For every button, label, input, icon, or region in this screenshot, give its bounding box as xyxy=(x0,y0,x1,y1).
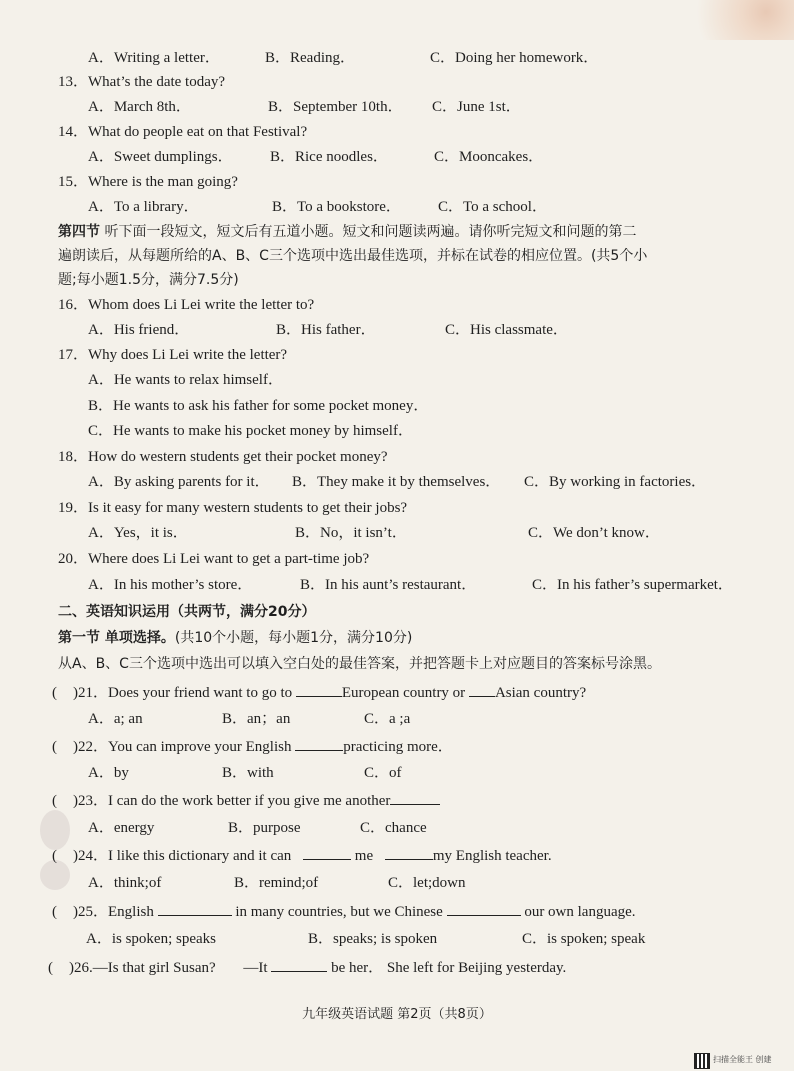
q18-question: 18．How do western students get their pocket money? xyxy=(58,449,388,465)
answer-paren: ( xyxy=(52,904,57,920)
q22-blank[interactable] xyxy=(295,736,343,751)
q21-text: )21．Does your friend want to go to xyxy=(73,685,293,701)
q23-blank[interactable] xyxy=(390,790,440,805)
q24-option-a: A．think;of xyxy=(88,875,162,891)
page-footer: 九年级英语试题 第2页（共8页） xyxy=(302,1007,492,1022)
q22-option-b: B．with xyxy=(222,765,274,781)
q21-option-a: A．a; an xyxy=(88,711,143,727)
q25-option-a: A．is spoken; speaks xyxy=(86,931,216,947)
answer-paren: ( xyxy=(52,848,57,864)
q23-option-b: B．purpose xyxy=(228,820,301,836)
q24-blank-2[interactable] xyxy=(385,845,433,860)
q25-option-b: B．speaks; is spoken xyxy=(308,931,438,947)
q24-text-mid: me xyxy=(354,848,374,864)
q22-option-a: A．by xyxy=(88,765,129,781)
scan-watermark: 扫描全能王 创建 xyxy=(713,1055,772,1064)
q18-option-c: C．By working in factories． xyxy=(524,474,707,490)
q15-question: 15．Where is the man going? xyxy=(58,174,238,190)
q24-option-b: B．remind;of xyxy=(234,875,319,891)
q21-blank-1[interactable] xyxy=(296,682,342,697)
qr-code-icon xyxy=(694,1053,710,1069)
q19-option-c: C．We don’t know． xyxy=(528,525,660,541)
answer-paren: ( xyxy=(52,793,57,809)
q24-blank-1[interactable] xyxy=(303,845,351,860)
q23-text: )23．I can do the work better if you give me another xyxy=(73,793,391,809)
q13-option-c: C．June 1st． xyxy=(432,99,521,115)
section1-title: 第一节 单项选择。 xyxy=(58,630,175,646)
q24-stem xyxy=(52,845,552,866)
q21-blank-2[interactable] xyxy=(469,682,495,697)
q16-option-b: B．His father． xyxy=(276,322,376,338)
q12-option-a: A．Writing a letter． xyxy=(88,50,220,66)
part2-title: 二、英语知识运用（共两节，满分20分） xyxy=(58,604,316,620)
q19-option-b: B．No，it isn’t． xyxy=(295,525,407,541)
q19-option-a: A．Yes，it is． xyxy=(88,525,188,541)
q17-option-b: B．He wants to ask his father for some pocket money． xyxy=(88,398,429,414)
q20-option-b: B．In his aunt’s restaurant． xyxy=(300,577,477,593)
section4-line1 xyxy=(58,222,636,242)
q26-stem xyxy=(48,957,566,978)
section4-title: 第四节 xyxy=(58,224,100,240)
q26-text: )26.—Is that girl Susan? xyxy=(69,960,216,976)
section4-text1: 听下面一段短文，短文后有五道小题。短文和问题读两遍。请你听完短文和问题的第二 xyxy=(104,224,637,240)
q21-text-end: Asian country? xyxy=(494,685,587,701)
part2-instruction: 从A、B、C三个选项中选出可以填入空白处的最佳答案，并把答题卡上对应题目的答案标号涂黑。 xyxy=(58,656,661,672)
q21-option-c: C．a ;a xyxy=(364,711,411,727)
q13-question: 13．What’s the date today? xyxy=(58,74,226,90)
q15-option-a: A．To a library． xyxy=(88,199,199,215)
q15-option-c: C．To a school． xyxy=(438,199,547,215)
q21-stem xyxy=(52,682,586,703)
q24-text: )24．I like this dictionary and it can xyxy=(73,848,292,864)
q20-question: 20．Where does Li Lei want to get a part-time job? xyxy=(58,551,370,567)
q22-option-c: C．of xyxy=(364,765,402,781)
q18-option-a: A．By asking parents for it． xyxy=(88,474,270,490)
answer-paren: ( xyxy=(48,960,53,976)
q24-option-c: C．let;down xyxy=(388,875,466,891)
q16-question: 16．Whom does Li Lei write the letter to? xyxy=(58,297,315,313)
q25-stem xyxy=(52,901,636,922)
q23-stem xyxy=(52,790,440,811)
q18-option-b: B．They make it by themselves． xyxy=(292,474,501,490)
q14-question: 14．What do people eat on that Festival? xyxy=(58,124,308,140)
q20-option-c: C．In his father’s supermarket． xyxy=(532,577,733,593)
q16-option-c: C．His classmate． xyxy=(445,322,568,338)
q22-text: )22．You can improve your English xyxy=(73,739,292,755)
q16-option-a: A．His friend． xyxy=(88,322,190,338)
q25-text: )25．English xyxy=(73,904,154,920)
corner-decoration xyxy=(654,0,794,40)
q21-option-b: B．an；an xyxy=(222,711,291,727)
q21-text-mid: European country or xyxy=(341,685,466,701)
q20-option-a: A．In his mother’s store． xyxy=(88,577,253,593)
q26-text-mid: —It xyxy=(243,960,268,976)
q23-option-a: A．energy xyxy=(88,820,155,836)
answer-paren: ( xyxy=(52,685,57,701)
q17-option-c: C．He wants to make his pocket money by himself． xyxy=(88,423,413,439)
q25-text-end: our own language. xyxy=(524,904,636,920)
section1-note: (共10个小题，每小题1分，满分10分) xyxy=(174,630,413,646)
q14-option-b: B．Rice noodles． xyxy=(270,149,388,165)
q14-option-c: C．Mooncakes． xyxy=(434,149,544,165)
q19-question: 19．Is it easy for many western students to get their jobs? xyxy=(58,500,408,516)
q26-blank[interactable] xyxy=(271,957,327,972)
q25-blank-2[interactable] xyxy=(447,901,521,916)
q17-option-a: A．He wants to relax himself． xyxy=(88,372,283,388)
q13-option-b: B．September 10th． xyxy=(268,99,403,115)
q13-option-a: A．March 8th． xyxy=(88,99,191,115)
q26-text-end: be her． She left for Beijing yesterday. xyxy=(331,960,567,976)
q22-stem xyxy=(52,736,453,757)
q12-option-c: C．Doing her homework． xyxy=(430,50,599,66)
part2-section1 xyxy=(58,628,412,648)
section4-line2: 遍朗读后，从每题所给的A、B、C三个选项中选出最佳选项，并标在试卷的相应位置。(共5个小 xyxy=(58,248,648,264)
answer-paren: ( xyxy=(52,739,57,755)
q22-text-end: practicing more． xyxy=(343,739,453,755)
q14-option-a: A．Sweet dumplings． xyxy=(88,149,233,165)
smudge xyxy=(40,810,70,850)
section4-line3: 题;每小题1.5分，满分7.5分) xyxy=(58,272,239,288)
q17-question: 17．Why does Li Lei write the letter? xyxy=(58,347,288,363)
q24-text-end: my English teacher. xyxy=(432,848,552,864)
q12-option-b: B．Reading． xyxy=(265,50,355,66)
q15-option-b: B．To a bookstore． xyxy=(272,199,401,215)
q25-blank-1[interactable] xyxy=(158,901,232,916)
q25-text-mid: in many countries, but we Chinese xyxy=(235,904,443,920)
q23-option-c: C．chance xyxy=(360,820,427,836)
q25-option-c: C．is spoken; speak xyxy=(522,931,646,947)
